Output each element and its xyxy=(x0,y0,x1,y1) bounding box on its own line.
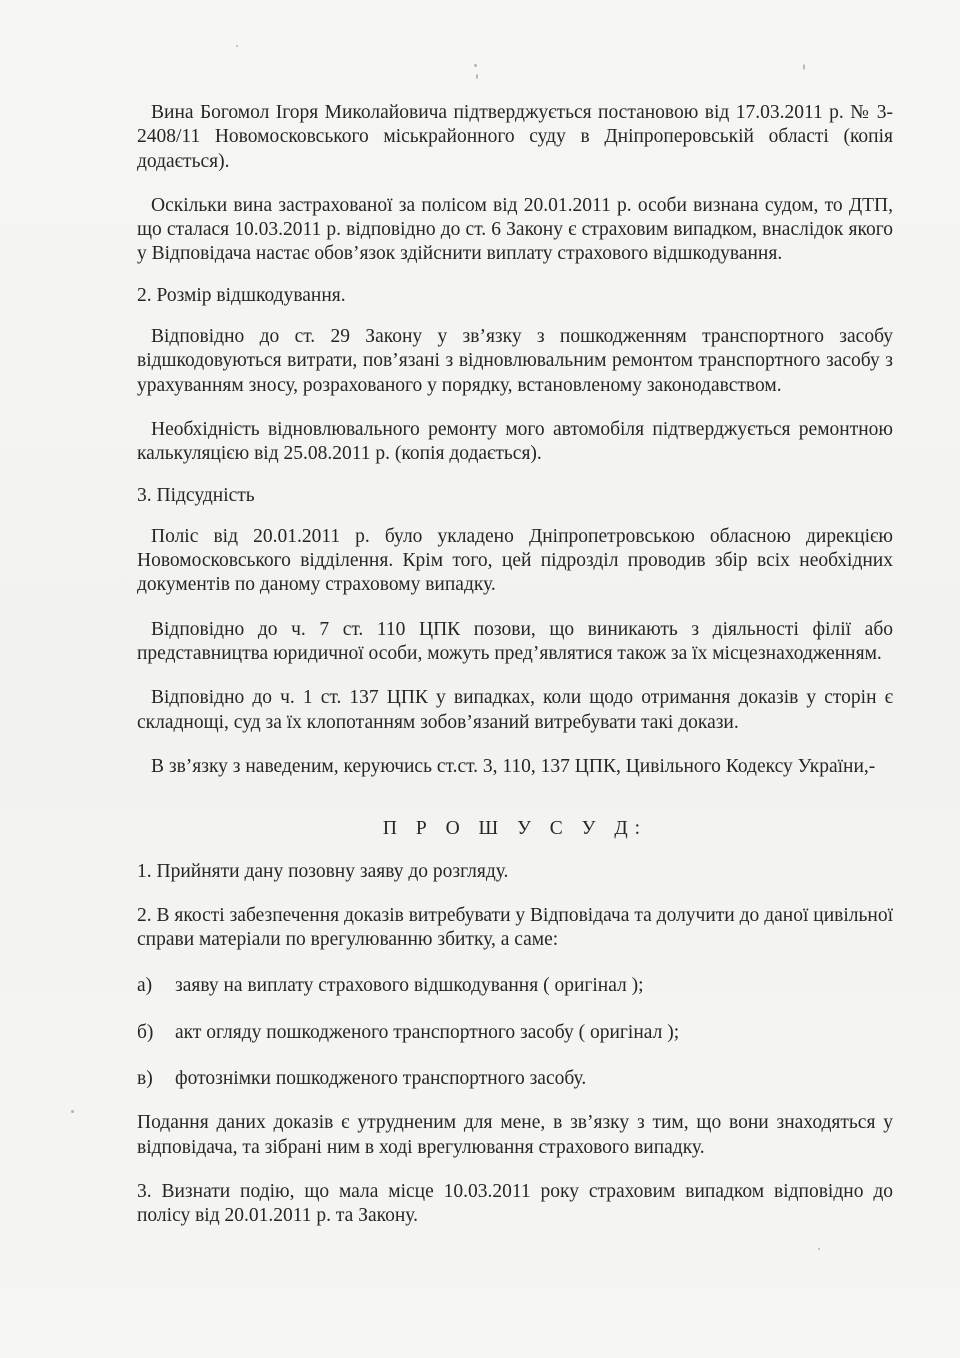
scan-speck xyxy=(818,1248,820,1250)
paragraph-insured-event: Оскільки вина застрахованої за полісом від 20.01.2011 р. особи визнана судом, то ДТП, що сталася 10.03.2011 р. відповідно до ст. 6 Закону є страховим випадком, внаслідок якого у Відповідача настає обов’язок здійснити виплату страхового відшкодування. xyxy=(137,194,893,265)
scan-speck xyxy=(803,64,805,70)
list-item xyxy=(137,1021,893,1045)
scan-speck xyxy=(474,64,477,67)
paragraph-repair: Необхідність відновлювального ремонту мого автомобіля підтверджується ремонтною калькуляцією від 25.08.2011 р. (копія додається). xyxy=(137,418,893,465)
list-item xyxy=(137,974,893,998)
paragraph-policy: Поліс від 20.01.2011 р. було укладено Дніпропетровською обласною дирекцією Новомосковського відділення. Крім того, цей підрозділ проводив збір всіх необхідних документів по даному страховому випадку. xyxy=(137,525,893,596)
list-item-marker: б) xyxy=(137,1021,154,1043)
list-item xyxy=(137,1067,893,1091)
paragraph-evidence-difficulty: Подання даних доказів є утрудненим для мене, в зв’язку з тим, що вони знаходяться у відповідача, та зібрані ним в ході врегулювання страхового випадку. xyxy=(137,1112,893,1158)
request-item-1: 1. Прийняти дану позовну заяву до розгляду. xyxy=(137,860,509,882)
paragraph-article-137: Відповідно до ч. 1 ст. 137 ЦПК у випадках, коли щодо отримання доказів у сторін є складнощі, суд за їх клопотанням зобов’язаний витребувати такі докази. xyxy=(137,687,893,733)
section-heading-compensation: 2. Розмір відшкодування. xyxy=(137,284,346,306)
request-heading: П Р О Ш У С У Д: xyxy=(382,818,648,840)
document-body xyxy=(137,101,893,1229)
paragraph-compensation: Відповідно до ст. 29 Закону у зв’язку з пошкодженням транспортного засобу відшкодовуються витрати, пов’язані з відновлювальним ремонтом транспортного засобу з урахуванням зносу, розрахованого у порядку, встановленому законодавством. xyxy=(137,326,893,396)
list-item-marker: в) xyxy=(137,1068,153,1090)
paragraph-basis: В зв’язку з наведеним, керуючись ст.ст. 3, 110, 137 ЦПК, Цивільного Кодексу України,- xyxy=(151,755,876,777)
paragraph-guilt: Вина Богомол Ігоря Миколайовича підтверджується постановою від 17.03.2011 р. № 3-2408/11 Новомосковського міськрайонного суду в Дніпроперовській області (копія додається). xyxy=(137,102,893,172)
scan-speck xyxy=(236,45,238,47)
list-item-marker: а) xyxy=(137,975,153,997)
list-item-text: фотознімки пошкодженого транспортного засобу. xyxy=(175,1068,587,1090)
scan-speck xyxy=(476,74,478,79)
list-item-text: акт огляду пошкодженого транспортного засобу ( оригінал ); xyxy=(175,1021,680,1043)
section-heading-jurisdiction: 3. Підсудність xyxy=(137,484,255,506)
paragraph-article-110: Відповідно до ч. 7 ст. 110 ЦПК позови, що виникають з діяльності філії або представництва юридичної особи, можуть пред’являтися також за їх місцезнаходженням. xyxy=(137,618,893,665)
request-item-2: 2. В якості забезпечення доказів витребувати у Відповідача та долучити до даної цивільної справи матеріали по врегулюванню збитку, а саме: xyxy=(137,904,893,951)
request-item-3: 3. Визнати подію, що мала місце 10.03.2011 року страховим випадком відповідно до полісу від 20.01.2011 р. та Закону. xyxy=(137,1180,893,1227)
list-item-text: заяву на виплату страхового відшкодування ( оригінал ); xyxy=(175,975,644,997)
scan-speck xyxy=(71,1110,74,1113)
